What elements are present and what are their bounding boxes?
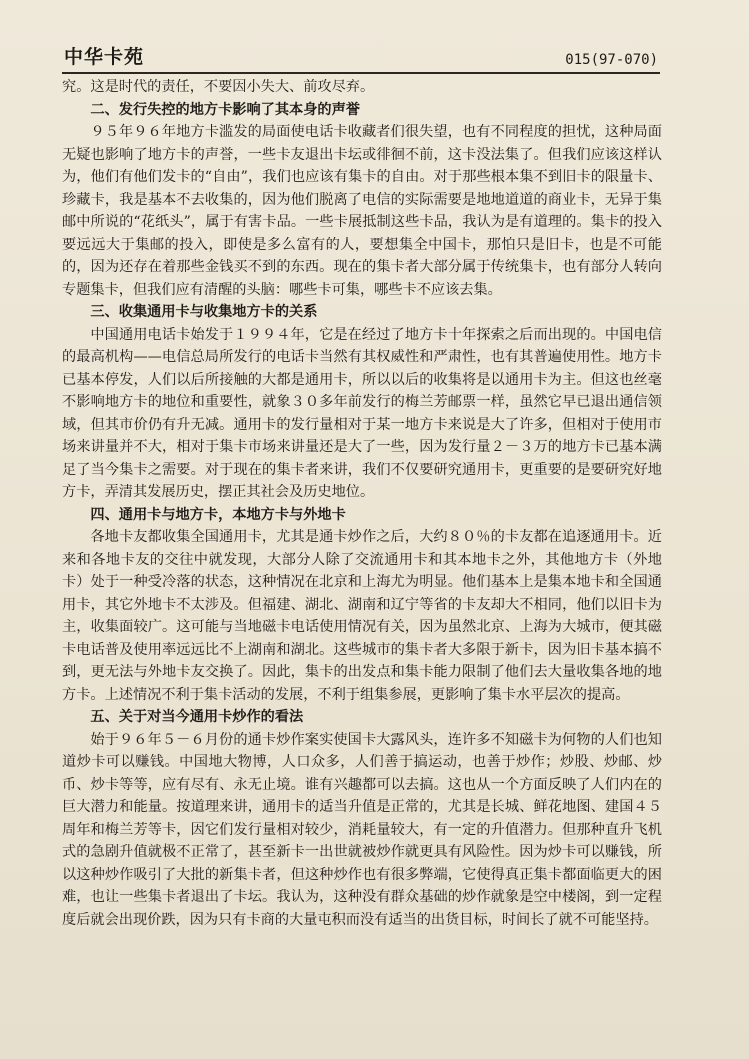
- section-2-heading: 二、发行失控的地方卡影响了其本身的声誉: [90, 101, 360, 118]
- article-body: [62, 76, 662, 931]
- section-4-paragraph: 各地卡友都收集全国通用卡，尤其是通卡炒作之后，大约８０％的卡友都在追逐通用卡。近来和各地卡友的交往中就发现，大部分人除了交流通用卡和其本地卡之外，其他地方卡（外地卡）处于一种受冷落的状态，这种情况在北京和上海尤为明显。他们基本上是集本地卡和全国通用卡，其它外地卡不太涉及。但福建、湖北、湖南和辽宁等省的卡友却大不相同，他们以旧卡为主，收集面较广。这可能与当地磁卡电话使用情况有关，因为虽然北京、上海为大城市，便其磁卡电话普及使用率远远比不上湖南和湖北。这些城市的集卡者大多限于新卡，因为旧卡基本搞不到，更无法与外地卡友交换了。因此，集卡的出发点和集卡能力限制了他们去大量收集各地的地方卡。上述情况不利于集卡活动的发展，不利于组集参展，更影响了集卡水平层次的提高。: [62, 529, 662, 703]
- magazine-title: 中华卡苑: [64, 46, 145, 68]
- page-code: 015(97-070): [565, 52, 658, 68]
- section-3-heading: 三、收集通用卡与收集地方卡的关系: [90, 304, 318, 320]
- section-2-paragraph: ９５年９６年地方卡滥发的局面使电话卡收藏者们很失望，也有不同程度的担忧，这种局面无疑也影响了地方卡的声誉，一些卡友退出卡坛或徘徊不前，这卡没法集了。但我们应该这样认为，他们有他们发卡的“自由”，我们也应该有集卡的自由。对于那些根本集不到旧卡的限量卡、珍藏卡，我是基本不去收集的，因为他们脱离了电信的实际需要是地地道道的商业卡，无异于集邮中所说的“花纸头”，属于有害卡品。一些卡展抵制这些卡品，我认为是有道理的。集卡的投入要远远大于集邮的投入，即使是多么富有的人，要想集全中国卡，那怕只是旧卡，也是不可能的，因为还存在着那些金钱买不到的东西。现在的集卡者大部分属于传统集卡，也有部分人转向专题集卡，但我们应有清醒的头脑：哪些卡可集，哪些卡不应该去集。: [62, 124, 662, 298]
- intro-paragraph: 究。这是时代的责任，不要因小失大、前攻尽弃。: [62, 79, 375, 95]
- section-5-heading: 五、关于对当今通用卡炒作的看法: [90, 709, 304, 725]
- section-3-paragraph: 中国通用电话卡始发于１９９４年，它是在经过了地方卡十年探索之后而出现的。中国电信的最高机构——电信总局所发行的电话卡当然有其权威性和严肃性，也有其普遍使用性。地方卡已基本停发，人们以后所接触的大都是通用卡，所以以后的收集将是以通用卡为主。但这也丝毫不影响地方卡的地位和重要性，就象３０多年前发行的梅兰芳邮票一样，虽然它早已退出通信领域，但其市价仍有升无减。通用卡的发行量相对于某一地方卡来说是大了许多，但相对于使用市场来讲量并不大，相对于集卡市场来讲量还是大了一些，因为发行量２－３万的地方卡已基本满足了当今集卡之需要。对于现在的集卡者来讲，我们不仅要研究通用卡，更重要的是要研究好地方卡，弄清其发展历史，摆正其社会及历史地位。: [62, 326, 662, 500]
- section-4-heading: 四、通用卡与地方卡，本地方卡与外地卡: [90, 506, 346, 523]
- page-header: [62, 38, 660, 74]
- section-5-paragraph: 始于９６年５－６月份的通卡炒作案实使国卡大露风头，连许多不知磁卡为何物的人们也知道炒卡可以赚钱。中国地大物博，人口众多，人们善于搞运动，也善于炒作；炒股、炒邮、炒币、炒卡等等，应有尽有、永无止境。谁有兴趣都可以去搞。这也从一个方面反映了人们内在的巨大潜力和能量。按道理来讲，通用卡的适当升值是正常的，尤其是长城、鲜花地图、建国４５周年和梅兰芳等卡，因它们发行量相对较少，消耗量较大，有一定的升值潜力。但那种直升飞机式的急剧升值就极不正常了，甚至新卡一出世就被炒作就更具有风险性。因为炒卡可以赚钱，所以这种炒作吸引了大批的新集卡者，但这种炒作也有很多弊端，它使得真正集卡都面临更大的困难，也让一些集卡者退出了卡坛。我认为，这种没有群众基础的炒作就象是空中楼阁，到一定程度后就会出现价跌，因为只有卡商的大量屯积而没有适当的出货目标，时间长了就不可能坚持。: [62, 731, 662, 928]
